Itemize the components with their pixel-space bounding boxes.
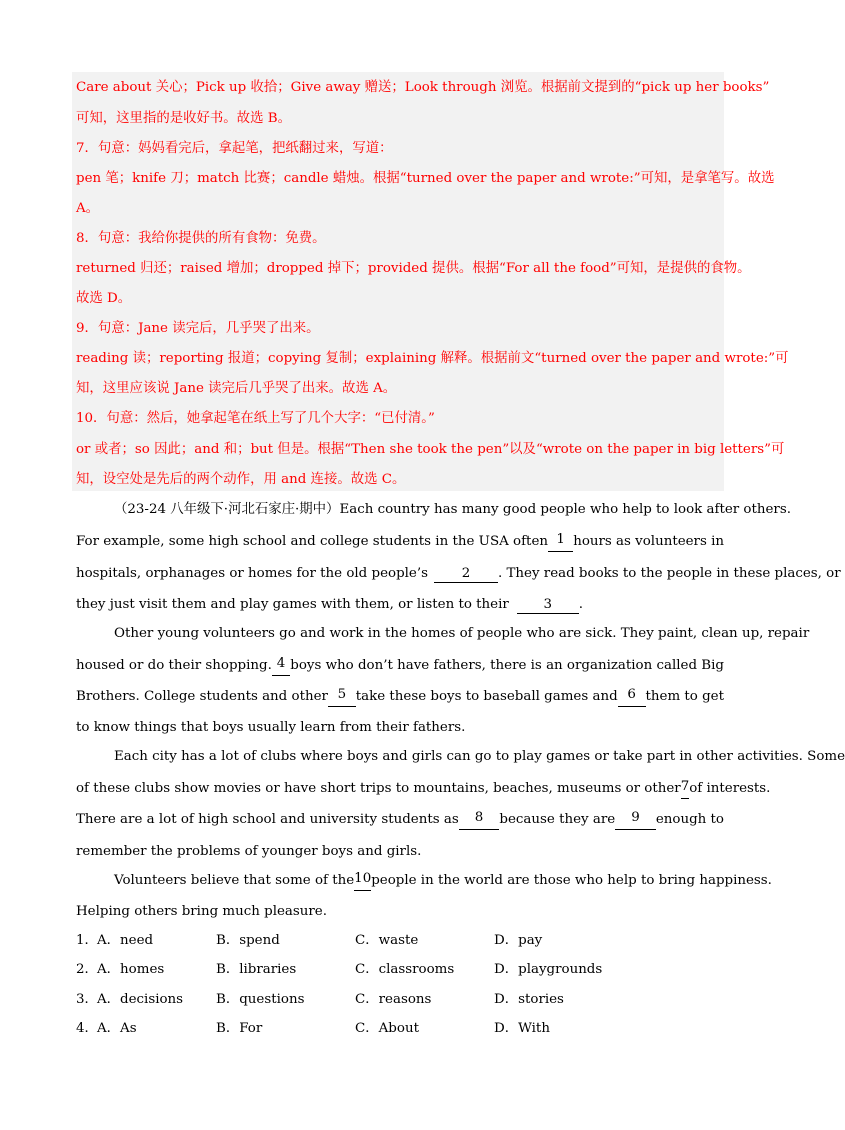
passage-text: hours as volunteers in: [573, 534, 724, 549]
question-number: 4．: [76, 1021, 98, 1036]
option-a[interactable]: A．homes: [97, 962, 165, 977]
blank-8[interactable]: 8: [459, 810, 500, 830]
blank-4[interactable]: 4: [272, 656, 290, 676]
option-d[interactable]: D．stories: [494, 992, 564, 1007]
question-row: [76, 1019, 736, 1039]
option-d[interactable]: D．With: [494, 1021, 550, 1036]
passage-line: Helping others bring much pleasure.: [76, 904, 327, 919]
option-b[interactable]: B．spend: [216, 933, 280, 948]
answer-line: A。: [76, 201, 100, 216]
passage-text: . They read books to the people in these places, or: [497, 566, 841, 581]
option-c[interactable]: C．reasons: [355, 992, 432, 1007]
passage-text: because they are: [499, 812, 616, 827]
option-c[interactable]: C．About: [355, 1021, 419, 1036]
question-row: [76, 990, 736, 1010]
option-a[interactable]: A．As: [97, 1021, 137, 1036]
question-number: 3．: [76, 992, 98, 1007]
blank-10[interactable]: 10: [354, 871, 371, 891]
question-number: 2．: [76, 962, 98, 977]
passage-line: [76, 810, 724, 830]
answer-line: 知，设空处是先后的两个动作，用 and 连接。故选 C。: [76, 472, 406, 487]
blank-7[interactable]: 7: [681, 779, 690, 799]
answer-line: Care about 关心；Pick up 收拾；Give away 赠送；Look through 浏览。根据前文提到的“pick up her books”: [76, 80, 770, 95]
option-b[interactable]: B．libraries: [216, 962, 297, 977]
passage-line: Each city has a lot of clubs where boys and girls can go to play games or take part in other activities. Some: [114, 749, 845, 764]
passage-text: Each country has many good people who help to look after others.: [339, 502, 791, 517]
answer-line: 9．句意：Jane 读完后，几乎哭了出来。: [76, 321, 320, 336]
answer-line: 故选 D。: [76, 291, 132, 306]
passage-line: [76, 656, 724, 676]
passage-text: of these clubs show movies or have short trips to mountains, beaches, museums or other: [76, 781, 681, 796]
passage-text: of interests.: [689, 781, 771, 796]
passage-text: people in the world are those who help to bring happiness.: [371, 873, 772, 888]
option-a[interactable]: A．decisions: [97, 992, 184, 1007]
blank-1[interactable]: 1: [548, 532, 573, 552]
question-row: [76, 931, 736, 951]
passage-text: .: [578, 597, 584, 612]
passage-text: boys who don’t have fathers, there is an organization called Big: [290, 658, 724, 673]
passage-line: to know things that boys usually learn from their fathers.: [76, 720, 466, 735]
passage-text: enough to: [655, 812, 724, 827]
blank-9[interactable]: 9: [615, 810, 656, 830]
question-row: [76, 960, 736, 980]
blank-5[interactable]: 5: [328, 687, 356, 707]
passage-source: （23-24 八年级下·河北石家庄·期中）: [114, 502, 340, 517]
passage-line: [76, 687, 724, 707]
passage-line: [114, 500, 791, 520]
passage-text: For example, some high school and college students in the USA often: [76, 534, 548, 549]
option-b[interactable]: B．questions: [216, 992, 305, 1007]
option-c[interactable]: C．waste: [355, 933, 419, 948]
option-d[interactable]: D．pay: [494, 933, 543, 948]
question-number: 1．: [76, 933, 98, 948]
passage-line: [114, 871, 772, 891]
passage-line: [76, 532, 724, 552]
passage-text: them to get: [645, 689, 724, 704]
passage-text: Volunteers believe that some of the: [114, 873, 355, 888]
passage-line: [76, 779, 771, 799]
answer-line: 8．句意：我给你提供的所有食物：免费。: [76, 231, 326, 246]
answer-line: or 或者；so 因此；and 和；but 但是。根据“Then she took the pen”以及“wrote on the paper in big letters”可: [76, 442, 785, 457]
option-d[interactable]: D．playgrounds: [494, 962, 603, 977]
option-a[interactable]: A．need: [97, 933, 154, 948]
passage-text: housed or do their shopping.: [76, 658, 272, 673]
passage-text: Brothers. College students and other: [76, 689, 328, 704]
answer-line: 可知，这里指的是收好书。故选 B。: [76, 111, 291, 126]
passage-text: they just visit them and play games with them, or listen to their: [76, 597, 509, 612]
blank-6[interactable]: 6: [618, 687, 646, 707]
passage-line: Other young volunteers go and work in the homes of people who are sick. They paint, clean up, repair: [114, 626, 810, 641]
answer-line: reading 读；reporting 报道；copying 复制；explaining 解释。根据前文“turned over the paper and wrote:”可: [76, 351, 789, 366]
passage-line: remember the problems of younger boys and girls.: [76, 844, 422, 859]
answer-line: returned 归还；raised 增加；dropped 掉下；provided 提供。根据“For all the food”可知，是提供的食物。: [76, 261, 751, 276]
passage-text: hospitals, orphanages or homes for the old people’s: [76, 566, 428, 581]
answer-line: 知，这里应该说 Jane 读完后几乎哭了出来。故选 A。: [76, 381, 397, 396]
passage-line: [76, 595, 583, 615]
option-c[interactable]: C．classrooms: [355, 962, 455, 977]
passage-text: take these boys to baseball games and: [355, 689, 618, 704]
passage-line: [76, 564, 841, 584]
answer-line: 10．句意：然后，她拿起笔在纸上写了几个大字：“已付清。”: [76, 411, 435, 426]
blank-3[interactable]: 3: [517, 597, 579, 614]
option-b[interactable]: B．For: [216, 1021, 263, 1036]
answer-line: pen 笔；knife 刀；match 比赛；candle 蜡烛。根据“turned over the paper and wrote:”可知，是拿笔写。故选: [76, 171, 775, 186]
blank-2[interactable]: 2: [434, 566, 498, 583]
passage-text: There are a lot of high school and university students as: [76, 812, 459, 827]
answer-line: 7．句意：妈妈看完后，拿起笔，把纸翻过来，写道：: [76, 141, 393, 156]
